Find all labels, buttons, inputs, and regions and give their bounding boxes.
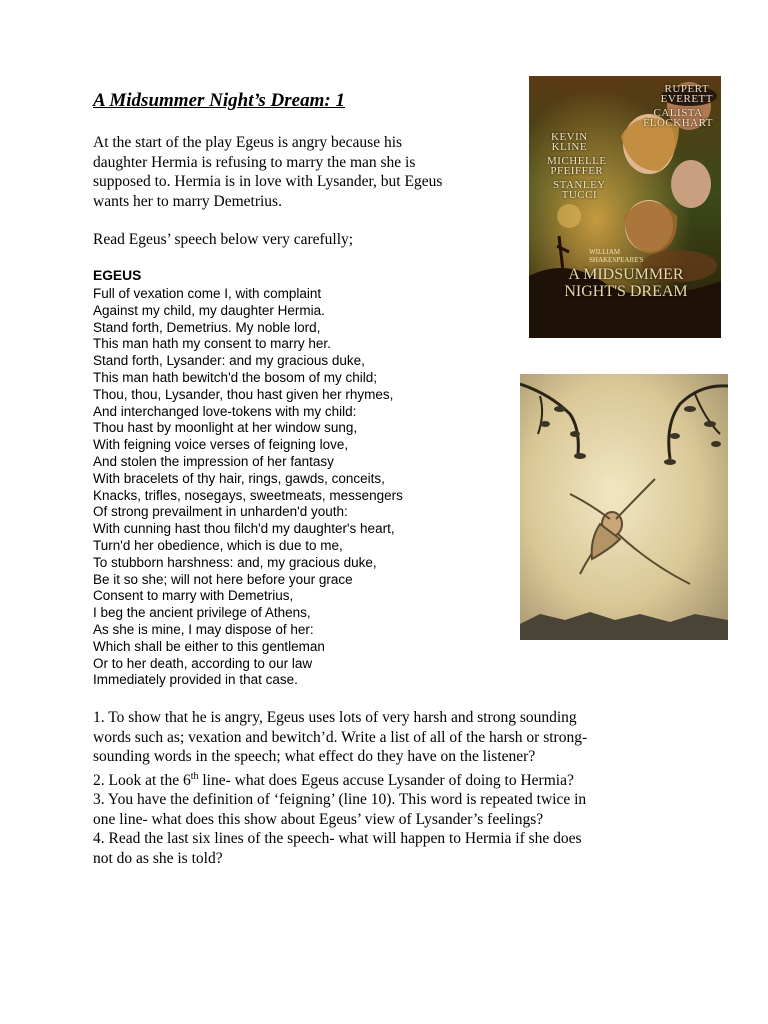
intro-line: daughter Hermia is refusing to marry the man she is (93, 153, 416, 171)
speech-line: As she is mine, I may dispose of her: (93, 621, 314, 637)
speech-line: And interchanged love-tokens with my child: (93, 403, 357, 419)
intro-line: supposed to. Hermia is in love with Lysander, but Egeus (93, 173, 443, 191)
question-text: line- what does Egeus accuse Lysander of doing to Hermia? (198, 771, 574, 789)
page-title: A Midsummer Night’s Dream: 1 (93, 90, 345, 111)
cast-last: EVERETT (660, 93, 713, 105)
speech-line: With feigning voice verses of feigning love, (93, 437, 349, 453)
poster-title: A MIDSUMMER NIGHT'S DREAM (564, 266, 688, 300)
cast-first: CALISTA (653, 107, 703, 119)
cast-last: KLINE (551, 141, 588, 153)
speech-line: Full of vexation come I, with complaint (93, 286, 322, 301)
question-1 (93, 708, 683, 767)
cast-first: KEVIN (551, 131, 588, 143)
intro-paragraph (93, 133, 513, 211)
cast-first: MICHELLE (547, 155, 607, 167)
speech-line: Knacks, trifles, nosegays, sweetmeats, messengers (93, 487, 403, 503)
cast-last: FLOCKHART (643, 117, 713, 129)
cast-credit (643, 108, 713, 128)
speech-line: To stubborn harshness: and, my gracious duke, (93, 554, 377, 570)
questions-section (93, 708, 683, 868)
speech-line: And stolen the impression of her fantasy (93, 453, 334, 469)
question-3 (93, 790, 683, 829)
question-4 (93, 829, 683, 868)
movie-poster-image (529, 76, 721, 338)
speech-line: Immediately provided in that case. (93, 672, 298, 688)
question-line: words such as; vexation and bewitch’d. Write a list of all of the harsh or strong- (93, 728, 588, 746)
speech-line: Consent to marry with Demetrius, (93, 588, 294, 604)
question-2 (93, 767, 683, 791)
question-line: 1. To show that he is angry, Egeus uses lots of very harsh and strong sounding (93, 709, 577, 726)
speech-line: Or to her death, according to our law (93, 655, 313, 671)
speech-line: With bracelets of thy hair, rings, gawds, conceits, (93, 470, 385, 486)
cast-credit (553, 180, 606, 200)
speech-line: Thou hast by moonlight at her window sung, (93, 420, 358, 436)
speech-line: I beg the ancient privilege of Athens, (93, 605, 311, 621)
intro-line: At the start of the play Egeus is angry because his (93, 134, 403, 151)
speech-line: Thou, thou, Lysander, thou hast given her rhymes, (93, 386, 394, 402)
instruction-text: Read Egeus’ speech below very carefully; (93, 231, 354, 248)
cast-credit (547, 156, 607, 176)
speech-line: With cunning hast thou filch'd my daughter's heart, (93, 521, 395, 537)
cast-last: TUCCI (561, 189, 598, 201)
speech-line: This man hath my consent to marry her. (93, 336, 331, 352)
speech-line: Of strong prevailment in unharden'd youth: (93, 504, 348, 520)
puck-illustration-image (520, 374, 728, 640)
question-line: sounding words in the speech; what effect do they have on the listener? (93, 748, 536, 765)
puck-artwork (520, 374, 728, 640)
speech-line: This man hath bewitch'd the bosom of my child; (93, 369, 377, 385)
question-line: not do as she is told? (93, 849, 223, 867)
speech-line: Stand forth, Demetrius. My noble lord, (93, 319, 321, 335)
question-line: 3. You have the definition of ‘feigning’ (line 10). This word is repeated twice in (93, 791, 587, 809)
speech-line: Turn'd her obedience, which is due to me, (93, 537, 343, 553)
cast-credit (551, 132, 588, 152)
speech-line: Which shall be either to this gentleman (93, 638, 325, 654)
cast-credit (661, 84, 713, 104)
speech-line: Be it so she; will not here before your grace (93, 571, 353, 587)
question-line: 4. Read the last six lines of the speech- what will happen to Hermia if she does (93, 830, 582, 848)
cast-last: PFEIFFER (550, 165, 604, 177)
question-text: 2. Look at the 6 (93, 771, 191, 789)
cast-first: RUPERT (664, 83, 710, 95)
egeus-speech (93, 286, 403, 689)
cast-first: STANLEY (553, 179, 606, 191)
question-line: one line- what does this show about Egeus’ view of Lysander’s feelings? (93, 810, 544, 828)
intro-line: wants her to marry Demetrius. (93, 192, 282, 210)
poster-shakespeare: WILLIAM SHAKESPEARE'S (589, 248, 644, 264)
speech-line: Against my child, my daughter Hermia. (93, 302, 325, 318)
ordinal-suffix: th (190, 770, 199, 782)
speech-line: Stand forth, Lysander: and my gracious duke, (93, 353, 365, 369)
speaker-name: EGEUS (93, 268, 142, 283)
